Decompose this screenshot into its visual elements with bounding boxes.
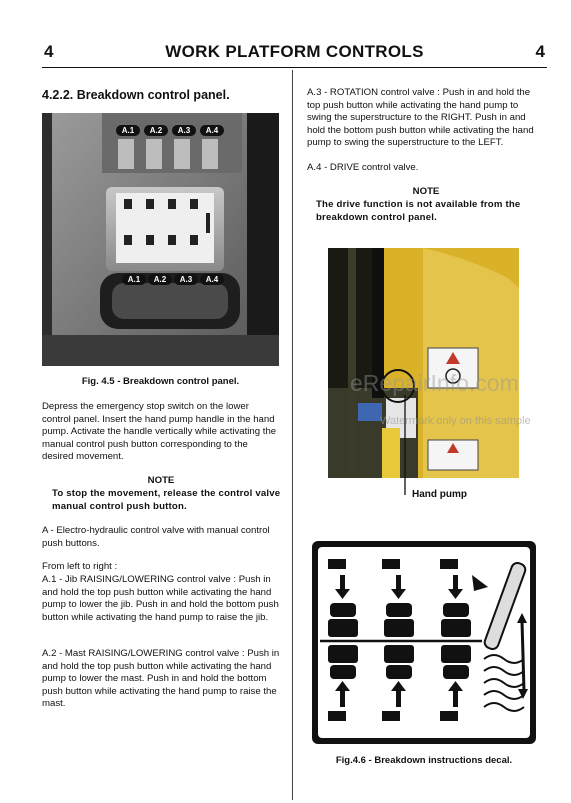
note-2-text: The drive function is not available from the breakdown control panel.	[316, 199, 521, 223]
top-label-a3: A.3	[177, 126, 191, 135]
hand-pump-illustration	[328, 248, 519, 478]
paragraph-a2: A.2 - Mast RAISING/LOWERING control valve : Push in and hold the top push button while activating the hand pump to lower the mast. Push in and hold the bottom push button while activating the hand pump to raise the mast.	[42, 648, 280, 710]
bottom-label-a2: A.2	[153, 275, 167, 284]
fig-4-6-caption: Fig.4.6 - Breakdown instructions decal.	[335, 755, 513, 766]
chapter-number-right: 4	[535, 42, 545, 61]
intro-paragraph: Depress the emergency stop switch on the lower control panel. Insert the hand pump handle in the hand pump. Activate the handle vertically while activating the manual control push button corresponding to the desired movement.	[42, 401, 277, 463]
panel-photo-illustration	[42, 113, 279, 366]
bottom-label-a1: A.1	[127, 275, 141, 284]
paragraph-a1: A.1 - Jib RAISING/LOWERING control valve : Push in and hold the top push button while activating the hand pump to lower the jib. Push in and hold the bottom push button while activating the hand pump to raise the jib.	[42, 574, 279, 623]
decal-illustration	[312, 541, 536, 744]
top-label-a2: A.2	[149, 126, 163, 135]
fig-4-5-caption: Fig. 4.5 - Breakdown control panel.	[81, 376, 240, 387]
bottom-label-a4: A.4	[205, 275, 219, 284]
hand-pump-photo	[328, 248, 519, 478]
watermark-main: eRepairInfo.com	[350, 370, 519, 396]
note-1-title: NOTE	[147, 475, 175, 486]
paragraph-order: From left to right :	[42, 561, 118, 572]
breakdown-panel-photo	[42, 113, 279, 366]
column-divider	[292, 70, 293, 800]
paragraph-a3: A.3 - ROTATION control valve : Push in and hold the top push button while activating the hand pump to swing the superstructure to the RIGHT. Push in and hold the bottom push button while activating the hand pump to swing the superstructure to the LEFT.	[307, 87, 534, 149]
bottom-valve-labels	[122, 274, 242, 285]
paragraph-a: A - Electro-hydraulic control valve with manual control push buttons.	[42, 525, 270, 549]
note-1-text: To stop the movement, release the control valve manual control push button.	[52, 488, 281, 512]
watermark-sub: Watermark only on this sample	[380, 415, 531, 427]
note-2-title: NOTE	[412, 186, 440, 197]
breakdown-instructions-decal	[312, 541, 536, 744]
top-valve-labels	[116, 125, 236, 136]
chapter-number-left: 4	[44, 42, 54, 61]
top-label-a4: A.4	[205, 126, 219, 135]
top-label-a1: A.1	[121, 126, 135, 135]
section-title: 4.2.2. Breakdown control panel.	[42, 88, 230, 102]
paragraph-a4: A.4 - DRIVE control valve.	[307, 162, 419, 173]
page-title: WORK PLATFORM CONTROLS	[165, 42, 424, 61]
hand-pump-callout-line	[395, 395, 415, 495]
header-rule	[42, 67, 547, 68]
hand-pump-callout-label: Hand pump	[412, 489, 467, 500]
bottom-label-a3: A.3	[179, 275, 193, 284]
